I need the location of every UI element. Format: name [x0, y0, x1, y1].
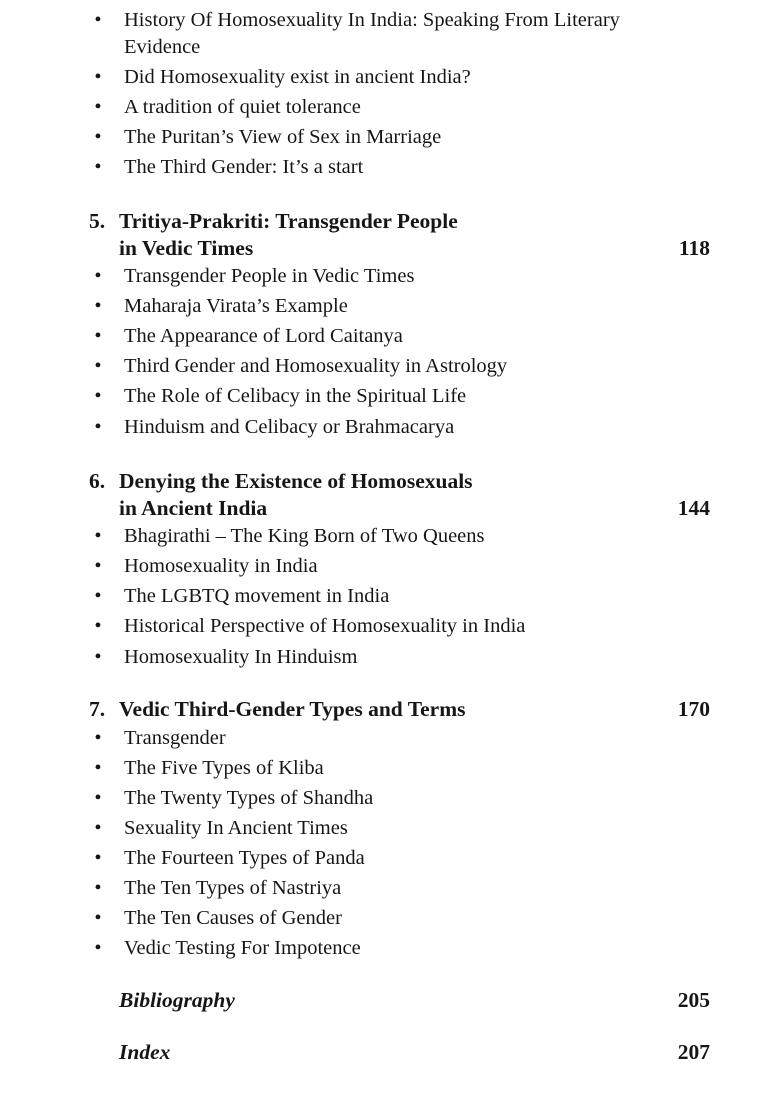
page-number: 118 [678, 236, 710, 260]
page-number: 144 [677, 496, 710, 520]
page-number: 170 [677, 697, 710, 721]
chapter-heading-line2: in Vedic Times 118 [0, 233, 780, 263]
chapter-heading-line2: in Ancient India 144 [0, 493, 780, 523]
index-entry: Index 207 [0, 1037, 780, 1067]
page-number: 207 [677, 1040, 710, 1064]
chapter-heading: 7. Vedic Third-Gender Types and Terms 170 [0, 694, 780, 724]
bibliography-entry: Bibliography 205 [0, 985, 780, 1015]
page-number: 205 [677, 988, 710, 1012]
